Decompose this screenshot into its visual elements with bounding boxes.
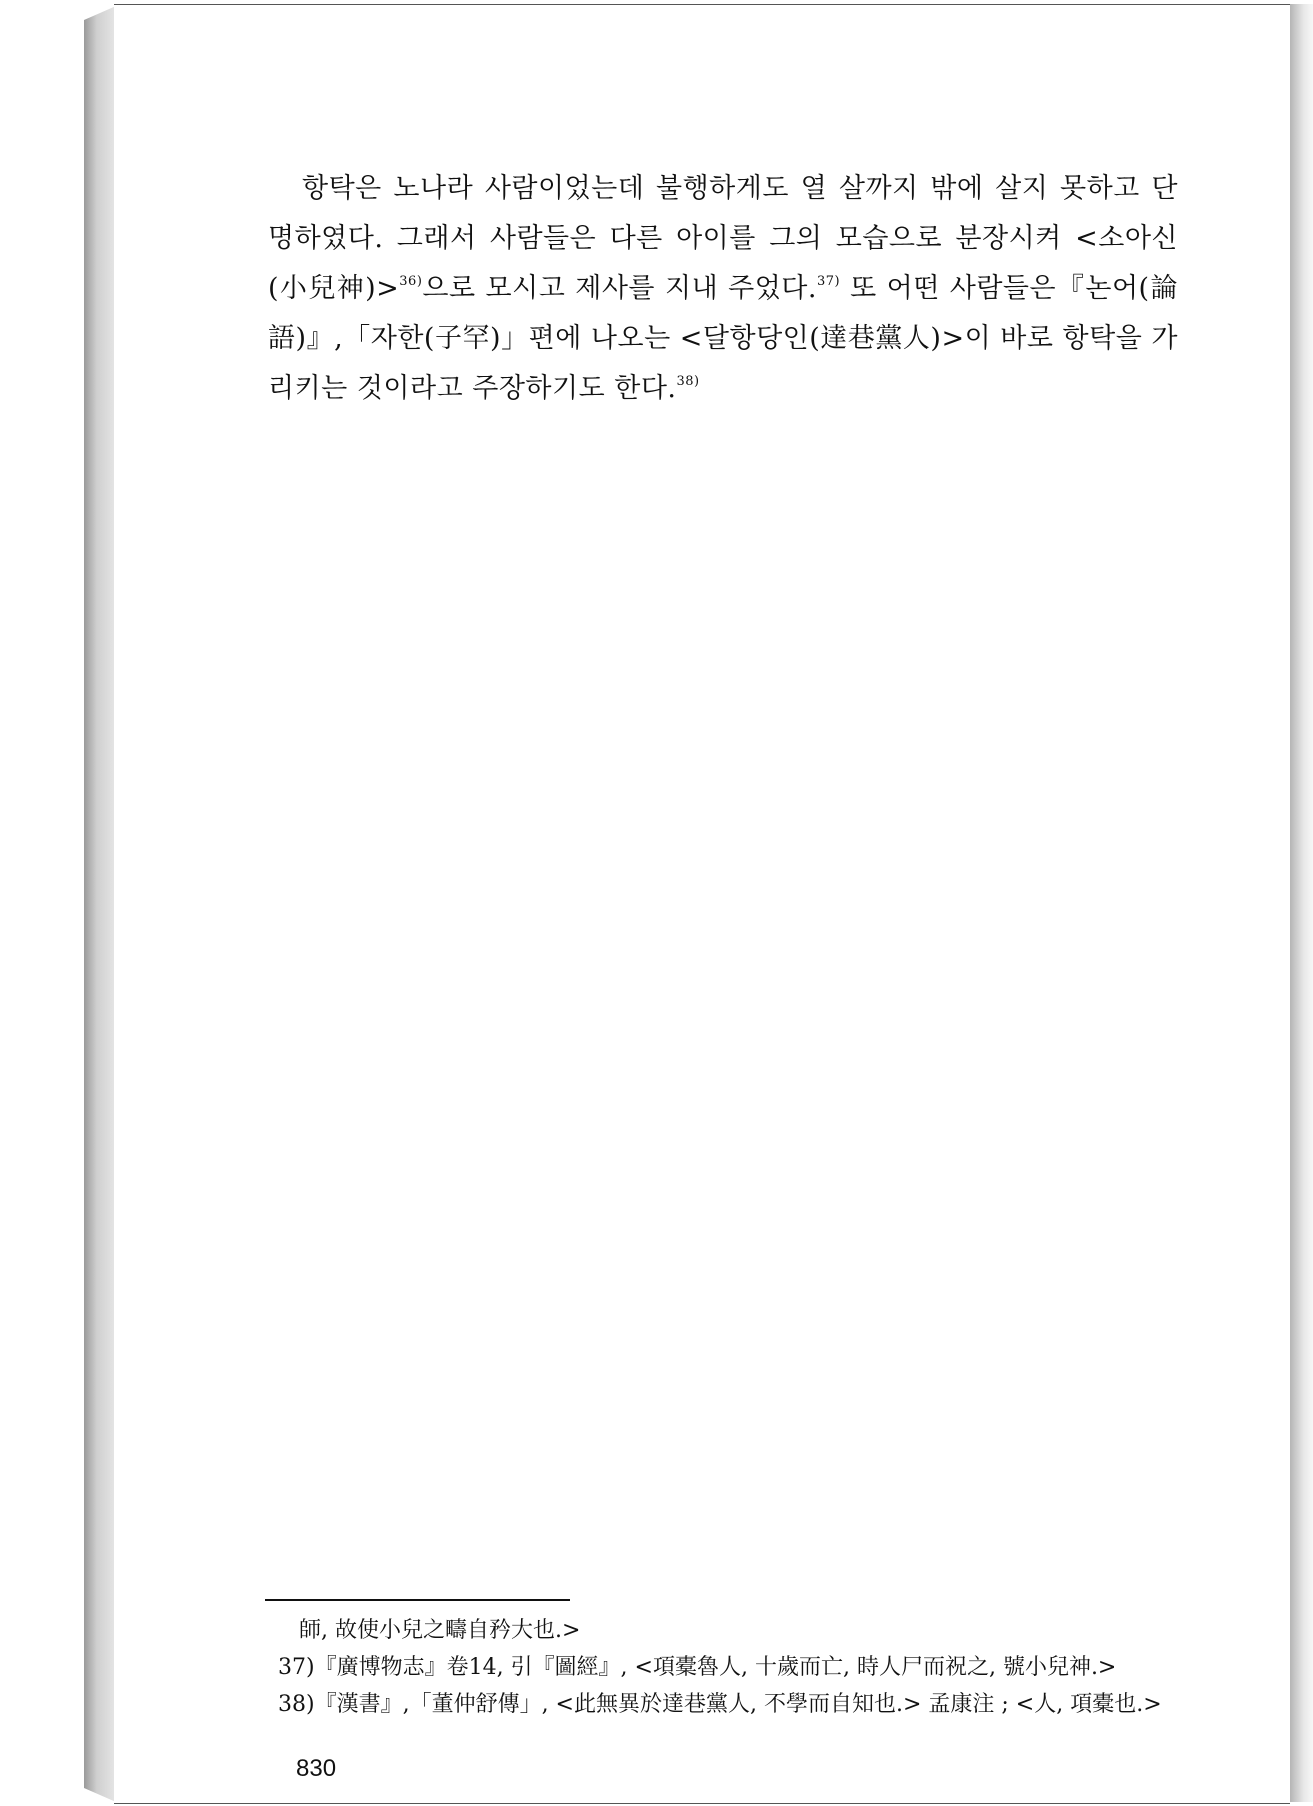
footnote-divider (265, 1599, 570, 1601)
page-right-shadow (1290, 4, 1313, 1802)
footnote-ref-36: 36) (399, 274, 423, 289)
footnote-37: 37)『廣博物志』卷14, 引『圖經』, <項橐魯人, 十歲而亡, 時人尸而祝之, 號小兒神.> (278, 1655, 1117, 1680)
body-text-segment-2: 으로 모시고 제사를 지내 주었다. (422, 273, 817, 304)
footnotes-block (278, 1612, 1198, 1723)
body-text-segment-1: 항탁은 노나라 사람이었는데 불행하게도 열 살까지 밖에 살지 못하고 단명하였다. 그래서 사람들은 다른 아이를 그의 모습으로 분장시켜 <소아신(小兒神)> (268, 173, 1178, 304)
footnote-continuation: 師, 故使小兒之疇自矜大也.> (299, 1618, 581, 1643)
body-text-segment-3: 또 어떤 사람들은『논어(論語)』,「자한(子罕)」편에 나오는 <달항당인(達巷黨人)>이 바로 항탁을 가리키는 것이라고 주장하기도 한다. (268, 273, 1178, 404)
body-paragraph (268, 164, 1178, 414)
footnote-38: 38)『漢書』,「董仲舒傳」, <此無異於達巷黨人, 不學而自知也.> 孟康注 ; <人, 項橐也.> (278, 1692, 1162, 1717)
footnote-ref-38: 38) (676, 374, 700, 389)
page-number: 830 (296, 1755, 337, 1782)
book-spine-edge (84, 6, 116, 1802)
footnote-ref-37: 37) (816, 274, 841, 289)
